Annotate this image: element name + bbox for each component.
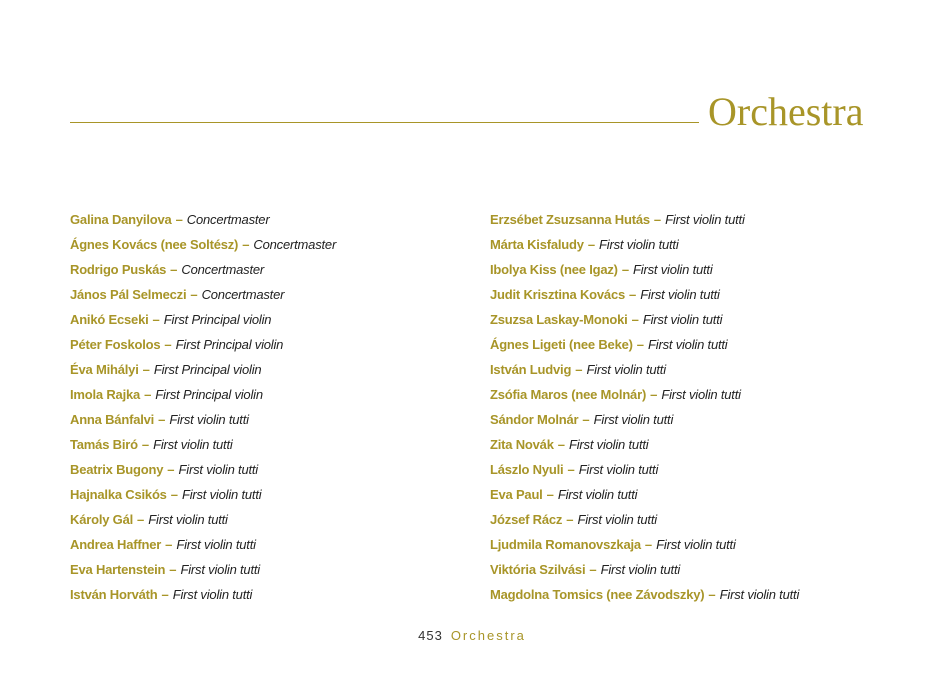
musician-name: Erzsébet Zsuzsanna Hutás	[490, 212, 650, 227]
roster-entry	[490, 509, 799, 534]
musician-name: Anikó Ecseki	[70, 312, 149, 327]
musician-role: First violin tutti	[169, 412, 249, 427]
musician-name: Hajnalka Csikós	[70, 487, 167, 502]
musician-name: Lászlo Nyuli	[490, 462, 564, 477]
roster-entry	[70, 309, 336, 334]
musician-name: Rodrigo Puskás	[70, 262, 167, 277]
roster-entry	[490, 309, 799, 334]
musician-role: First violin tutti	[599, 237, 679, 252]
musician-role: First violin tutti	[640, 287, 720, 302]
musician-role: First violin tutti	[633, 262, 713, 277]
musician-name: Eva Paul	[490, 487, 543, 502]
separator-dash: –	[587, 237, 596, 252]
musician-name: Sándor Molnár	[490, 412, 579, 427]
separator-dash: –	[190, 287, 198, 302]
roster-entry	[70, 459, 336, 484]
musician-name: Beatrix Bugony	[70, 462, 164, 477]
roster-entry	[490, 334, 799, 359]
separator-dash: –	[575, 362, 583, 377]
musician-role: First violin tutti	[665, 212, 745, 227]
roster-entry	[70, 234, 336, 259]
musician-role: First violin tutti	[648, 337, 728, 352]
musician-name: Éva Mihályi	[70, 362, 139, 377]
separator-dash: –	[621, 262, 630, 277]
musician-role: First violin tutti	[180, 562, 260, 577]
roster-entry	[70, 509, 336, 534]
separator-dash: –	[161, 587, 169, 602]
musician-role: Concertmaster	[201, 287, 285, 302]
separator-dash: –	[158, 412, 166, 427]
separator-dash: –	[137, 512, 145, 527]
separator-dash: –	[653, 212, 662, 227]
separator-dash: –	[142, 362, 150, 377]
musician-name: Márta Kisfaludy	[490, 237, 584, 252]
musician-role: Concertmaster	[186, 212, 270, 227]
musician-role: First violin tutti	[176, 537, 256, 552]
musician-name: János Pál Selmeczi	[70, 287, 187, 302]
musician-name: István Ludvig	[490, 362, 572, 377]
separator-dash: –	[644, 537, 653, 552]
page-number: 453	[418, 628, 443, 643]
musician-role: First violin tutti	[600, 562, 681, 577]
musician-role: First violin tutti	[719, 587, 800, 602]
separator-dash: –	[589, 562, 597, 577]
roster-entry	[490, 209, 799, 234]
roster-entry	[70, 534, 336, 559]
musician-role: First violin tutti	[577, 512, 657, 527]
musician-name: Ágnes Kovács (nee Soltész)	[70, 237, 239, 252]
roster-entry	[490, 359, 799, 384]
musician-name: Zsófia Maros (nee Molnár)	[490, 387, 647, 402]
musician-name: Zita Novák	[490, 437, 554, 452]
page-footer	[0, 627, 944, 645]
roster-entry	[70, 434, 336, 459]
musician-role: First Principal violin	[153, 362, 262, 377]
musician-name: Zsuzsa Laskay-Monoki	[490, 312, 628, 327]
roster-entry	[490, 234, 799, 259]
separator-dash: –	[650, 387, 658, 402]
musician-name: Károly Gál	[70, 512, 134, 527]
separator-dash: –	[567, 462, 575, 477]
page-title: Orchestra	[708, 89, 864, 134]
separator-dash: –	[636, 337, 645, 352]
musician-role: Concertmaster	[181, 262, 265, 277]
musician-role: First Principal violin	[155, 387, 263, 402]
roster-entry	[70, 559, 336, 584]
musician-role: First violin tutti	[593, 412, 674, 427]
musician-name: Tamás Biró	[70, 437, 138, 452]
separator-dash: –	[169, 562, 177, 577]
separator-dash: –	[566, 512, 574, 527]
separator-dash: –	[165, 537, 173, 552]
musician-name: Eva Hartenstein	[70, 562, 166, 577]
musician-role: Concertmaster	[253, 237, 337, 252]
separator-dash: –	[175, 212, 183, 227]
musician-name: Viktória Szilvási	[490, 562, 586, 577]
musician-name: Andrea Haffner	[70, 537, 162, 552]
separator-dash: –	[170, 262, 178, 277]
header-rule	[70, 122, 699, 123]
roster-entry	[490, 459, 799, 484]
musician-name: István Horváth	[70, 587, 158, 602]
separator-dash: –	[629, 287, 637, 302]
roster-entry	[70, 384, 336, 409]
musician-name: Anna Bánfalvi	[70, 412, 155, 427]
musician-role: First violin tutti	[661, 387, 741, 402]
musician-name: Judit Krisztina Kovács	[490, 287, 626, 302]
musician-name: Galina Danyilova	[70, 212, 172, 227]
musician-role: First violin tutti	[656, 537, 736, 552]
musician-role: First violin tutti	[568, 437, 649, 452]
musician-name: Péter Foskolos	[70, 337, 161, 352]
roster-entry	[70, 584, 336, 609]
musician-role: First violin tutti	[153, 437, 233, 452]
roster-entry	[70, 284, 336, 309]
musician-role: First Principal violin	[163, 312, 272, 327]
roster-entry	[490, 434, 799, 459]
musician-role: First violin tutti	[557, 487, 638, 502]
musician-name: József Rácz	[490, 512, 563, 527]
roster-entry	[70, 209, 336, 234]
roster-entry	[490, 584, 799, 609]
separator-dash: –	[170, 487, 178, 502]
separator-dash: –	[708, 587, 716, 602]
musician-name: Magdolna Tomsics (nee Závodszky)	[490, 587, 705, 602]
roster-entry	[70, 409, 336, 434]
separator-dash: –	[631, 312, 639, 327]
musician-role: First violin tutti	[181, 487, 262, 502]
musician-role: First violin tutti	[586, 362, 666, 377]
separator-dash: –	[152, 312, 160, 327]
musician-role: First violin tutti	[148, 512, 228, 527]
roster-entry	[70, 334, 336, 359]
footer-section-label: Orchestra	[450, 628, 526, 643]
roster-entry	[490, 484, 799, 509]
separator-dash: –	[557, 437, 565, 452]
musician-role: First Principal violin	[175, 337, 284, 352]
roster-entry	[490, 384, 799, 409]
roster-right-column	[490, 209, 799, 609]
roster-entry	[490, 259, 799, 284]
roster-entry	[490, 559, 799, 584]
roster-entry	[490, 534, 799, 559]
musician-name: Ágnes Ligeti (nee Beke)	[490, 337, 633, 352]
separator-dash: –	[144, 387, 152, 402]
roster-left-column	[70, 209, 336, 609]
roster-entry	[70, 484, 336, 509]
separator-dash: –	[242, 237, 250, 252]
separator-dash: –	[167, 462, 175, 477]
musician-name: Ljudmila Romanovszkaja	[490, 537, 641, 552]
musician-name: Imola Rajka	[70, 387, 141, 402]
musician-role: First violin tutti	[178, 462, 258, 477]
roster-entry	[70, 259, 336, 284]
musician-name: Ibolya Kiss (nee Igaz)	[490, 262, 618, 277]
roster-entry	[490, 284, 799, 309]
separator-dash: –	[546, 487, 554, 502]
musician-role: First violin tutti	[642, 312, 723, 327]
separator-dash: –	[141, 437, 150, 452]
roster-entry	[70, 359, 336, 384]
musician-role: First violin tutti	[578, 462, 659, 477]
roster-entry	[490, 409, 799, 434]
musician-role: First violin tutti	[172, 587, 253, 602]
separator-dash: –	[582, 412, 590, 427]
separator-dash: –	[164, 337, 172, 352]
